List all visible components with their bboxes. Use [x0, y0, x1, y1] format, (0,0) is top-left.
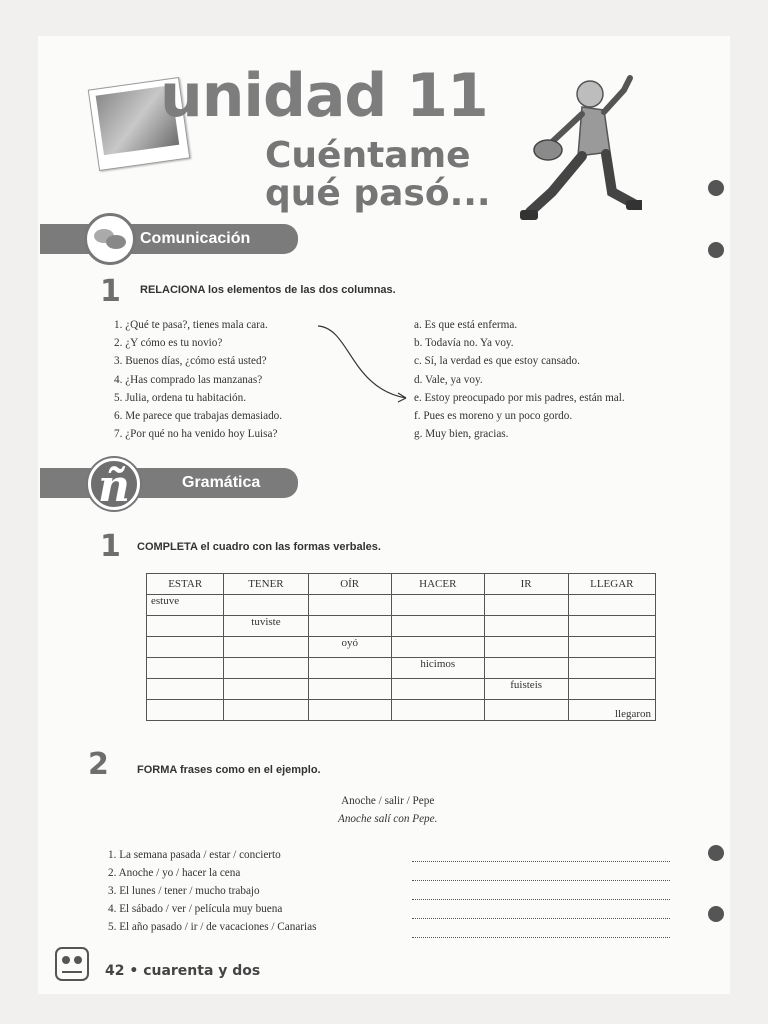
answer-line[interactable] [412, 867, 670, 881]
table-cell[interactable] [484, 637, 568, 658]
table-cell[interactable]: tuviste [224, 616, 308, 637]
gramatica-letter: ñ [98, 461, 130, 512]
list-item: 3. El lunes / tener / mucho trabajo [108, 885, 260, 897]
mayan-glyph-icon [52, 944, 92, 984]
list-item: b. Todavía no. Ya voy. [414, 337, 514, 350]
table-cell[interactable]: fuisteis [484, 679, 568, 700]
table-cell[interactable] [308, 595, 391, 616]
page-number-words: cuarenta y dos [143, 963, 261, 979]
list-item: 5. El año pasado / ir / de vacaciones / Canarias [108, 921, 317, 933]
binder-ring-icon [708, 242, 724, 258]
table-cell[interactable]: llegaron [568, 700, 655, 721]
comunicacion-instruction [140, 284, 396, 296]
table-cell[interactable] [484, 700, 568, 721]
table-row [147, 595, 656, 616]
gramatica-ex1-number: 1 [100, 529, 121, 564]
table-cell[interactable]: estuve [147, 595, 224, 616]
list-item: 4. ¿Has comprado las manzanas? [114, 373, 263, 386]
list-item: 3. Buenos días, ¿cómo está usted? [114, 355, 267, 368]
list-item: 2. Anoche / yo / hacer la cena [108, 867, 241, 879]
table-cell[interactable] [224, 595, 308, 616]
answer-lines [412, 848, 670, 938]
table-cell[interactable] [224, 637, 308, 658]
table-row [147, 679, 656, 700]
answer-line[interactable] [412, 848, 670, 862]
table-cell[interactable] [308, 679, 391, 700]
list-item: e. Estoy preocupado por mis padres, están mal. [414, 391, 625, 404]
example-block [338, 792, 437, 828]
table-cell[interactable] [484, 616, 568, 637]
table-header-row [147, 574, 656, 595]
page-number: 42 [105, 963, 125, 979]
subtitle-line-1: Cuéntame [265, 135, 471, 176]
list-item: g. Muy bien, gracias. [414, 428, 509, 441]
footer-bullet: • [129, 963, 144, 979]
table-cell[interactable] [484, 658, 568, 679]
table-cell[interactable] [568, 595, 655, 616]
table-cell[interactable] [391, 616, 484, 637]
comunicacion-exercise-number: 1 [100, 274, 121, 309]
binder-ring-icon [708, 906, 724, 922]
list-item: 1. La semana pasada / estar / concierto [108, 849, 281, 861]
table-cell[interactable] [391, 595, 484, 616]
table-cell[interactable]: oyó [308, 637, 391, 658]
table-cell[interactable] [391, 637, 484, 658]
table-cell[interactable] [308, 658, 391, 679]
instruction-text: frases como en el ejemplo. [176, 764, 321, 776]
table-row [147, 658, 656, 679]
table-cell[interactable] [568, 658, 655, 679]
table-cell[interactable] [147, 658, 224, 679]
table-cell[interactable]: hicimos [391, 658, 484, 679]
answer-line[interactable] [412, 886, 670, 900]
list-item: c. Sí, la verdad es que estoy cansado. [414, 355, 580, 368]
table-cell[interactable] [568, 679, 655, 700]
list-item: 1. ¿Qué te pasa?, tienes mala cara. [114, 319, 268, 331]
answer-line[interactable] [412, 924, 670, 938]
gramatica-ex2-number: 2 [88, 747, 109, 782]
example-match-arrow [310, 318, 420, 404]
table-cell[interactable] [147, 637, 224, 658]
col-header: ESTAR [147, 574, 224, 595]
right-column-list [414, 316, 625, 443]
instruction-verb: COMPLETA [137, 541, 198, 553]
list-item: d. Vale, ya voy. [414, 373, 483, 386]
page-footer [105, 963, 260, 979]
table-row [147, 700, 656, 721]
sentence-items-list [108, 846, 316, 936]
gramatica-ex2-instruction [137, 764, 321, 776]
speech-bubbles-icon [84, 213, 136, 265]
table-cell[interactable] [391, 679, 484, 700]
table-cell[interactable] [308, 616, 391, 637]
table-cell[interactable] [147, 616, 224, 637]
table-row [147, 616, 656, 637]
list-item: 7. ¿Por qué no ha venido hoy Luisa? [114, 428, 278, 441]
table-cell[interactable] [308, 700, 391, 721]
list-item: 5. Julia, ordena tu habitación. [114, 391, 247, 404]
binder-ring-icon [708, 180, 724, 196]
gramatica-letter-badge [88, 458, 140, 510]
table-cell[interactable] [224, 700, 308, 721]
list-item: a. Es que está enferma. [414, 319, 518, 331]
gramatica-ex1-instruction [137, 541, 381, 553]
table-row [147, 637, 656, 658]
table-cell[interactable] [391, 700, 484, 721]
col-header: HACER [391, 574, 484, 595]
instruction-verb: FORMA [137, 764, 177, 776]
answer-line[interactable] [412, 905, 670, 919]
example-prompt: Anoche / salir / Pepe [341, 795, 435, 807]
binder-ring-icon [708, 845, 724, 861]
section-gramatica-title: Gramática [182, 474, 261, 491]
list-item: f. Pues es moreno y un poco gordo. [414, 410, 573, 423]
instruction-text: el cuadro con las formas verbales. [197, 541, 381, 553]
col-header: IR [484, 574, 568, 595]
list-item: 6. Me parece que trabajas demasiado. [114, 410, 283, 423]
speech-bubbles-glyph [87, 216, 133, 262]
col-header: OÍR [308, 574, 391, 595]
left-column-list [114, 316, 282, 443]
table-cell[interactable] [147, 700, 224, 721]
section-comunicacion-bar [40, 224, 298, 254]
table-cell[interactable] [484, 595, 568, 616]
table-cell[interactable] [224, 679, 308, 700]
verb-forms-table [146, 573, 656, 721]
list-item: 4. El sábado / ver / película muy buena [108, 903, 283, 915]
jumping-boy-illustration [512, 72, 642, 242]
col-header: TENER [224, 574, 308, 595]
list-item: 2. ¿Y cómo es tu novio? [114, 337, 223, 350]
unit-subtitle [265, 137, 491, 213]
section-comunicacion-title: Comunicación [140, 230, 251, 247]
table-cell[interactable] [224, 658, 308, 679]
example-answer: Anoche salí con Pepe. [338, 813, 438, 826]
section-gramatica-bar [40, 468, 298, 498]
col-header: LLEGAR [568, 574, 655, 595]
instruction-verb: RELACIONA [140, 284, 205, 296]
table-cell[interactable] [568, 637, 655, 658]
table-cell[interactable] [147, 679, 224, 700]
subtitle-line-2: qué pasó... [265, 173, 491, 214]
unit-title: unidad 11 [160, 61, 488, 131]
instruction-text: los elementos de las dos columnas. [204, 284, 396, 296]
table-cell[interactable] [568, 616, 655, 637]
